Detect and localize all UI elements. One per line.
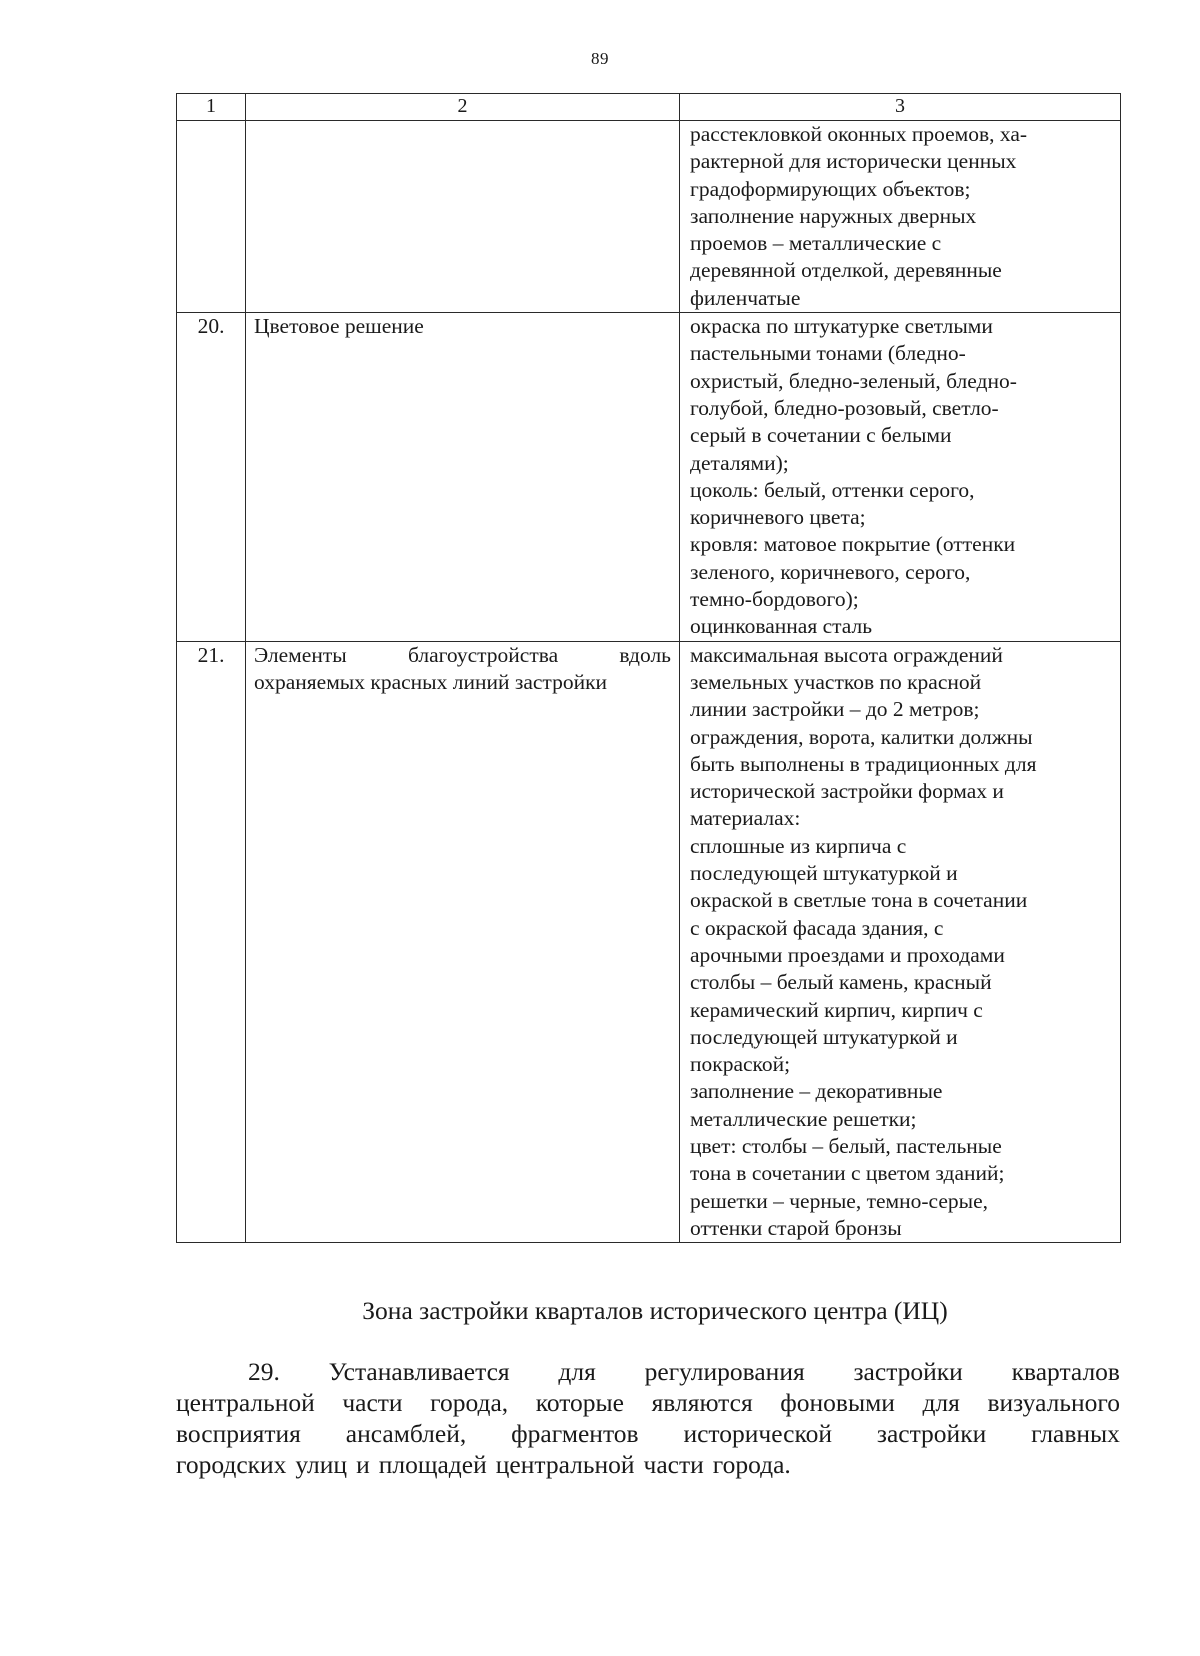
requirement-line: цоколь: белый, оттенки серого, [690,477,975,502]
requirement-line: оттенки старой бронзы [690,1215,902,1240]
paragraph-word: центральной [495,1450,635,1479]
requirement-line: арочными проездами и проходами [690,942,1005,967]
table-row [177,313,1121,642]
paragraph-line [176,1449,1120,1480]
header-col-2: 2 [246,94,680,121]
paragraph-word: главных [1031,1419,1120,1448]
paragraph-word: части [643,1450,704,1479]
requirement-line: охристый, бледно-зеленый, бледно- [690,368,1017,393]
requirement-line: ограждения, ворота, калитки должны [690,724,1033,749]
requirement-line: заполнение – декоративные [690,1079,943,1104]
table-row [177,641,1121,1243]
table-header-row [177,94,1121,121]
requirement-line: окраской в светлые тона в сочетании [690,888,1028,913]
paragraph-word: города. [712,1450,791,1479]
row-number [177,121,246,313]
requirement-line: покраской; [690,1052,791,1077]
paragraph-word: для [922,1388,960,1417]
row-parameter [246,313,680,642]
requirement-line: филенчатые [690,285,801,310]
requirement-line: серый в сочетании с белыми [690,423,952,448]
requirement-line: линии застройки – до 2 метров; [690,697,980,722]
requirement-line: окраска по штукатурке светлыми [690,314,993,339]
requirement-line: тона в сочетании с цветом зданий; [690,1161,1005,1186]
paragraph-line [176,1387,1120,1418]
requirement-line: оцинкованная сталь [690,614,873,639]
row-requirement [680,121,1121,313]
requirement-line: керамический кирпич, кирпич с [690,997,983,1022]
requirement-line: столбы – белый камень, красный [690,970,992,995]
requirement-line: металлические решетки; [690,1106,917,1131]
paragraph-word: восприятия [176,1419,301,1448]
requirement-line: исторической застройки формах и [690,779,1004,804]
paragraph-word: ансамблей, [345,1419,467,1448]
requirement-line: коричневого цвета; [690,505,866,530]
paragraph-line [176,1418,1120,1449]
row-number: 20. [177,313,246,642]
requirement-line: деталями); [690,450,789,475]
paragraph-word: площадей [378,1450,487,1479]
paragraph-word: фоновыми [780,1388,895,1417]
paragraph-29 [176,1356,1120,1480]
parameter-word: Элементы [254,642,347,667]
parameter-line: Цветовое решение [254,314,424,339]
paragraph-line [176,1356,1120,1387]
requirement-line: цвет: столбы – белый, пастельные [690,1133,1002,1158]
parameter-word: благоустройства [407,642,559,667]
requirement-line: максимальная высота ограждений [690,642,1003,667]
paragraph-word: являются [651,1388,753,1417]
requirement-line: материалах: [690,806,801,831]
paragraph-word: части [342,1388,403,1417]
paragraph-word: которые [535,1388,625,1417]
paragraph-word: застройки [876,1419,987,1448]
row-requirement [680,641,1121,1243]
requirement-line: решетки – черные, темно-серые, [690,1188,989,1213]
paragraph-word: кварталов [1011,1357,1120,1386]
paragraph-word: города, [430,1388,509,1417]
header-col-1: 1 [177,94,246,121]
paragraph-word: застройки [853,1357,963,1386]
requirement-line: рактерной для исторически ценных [690,149,1017,174]
paragraph-word: центральной [176,1388,315,1417]
requirement-line: темно-бордового); [690,587,859,612]
requirement-line: голубой, бледно-розовый, светло- [690,395,999,420]
requirement-line: сплошные из кирпича с [690,833,907,858]
parameter-word: вдоль [619,642,671,667]
requirement-line: быть выполнены в традиционных для [690,751,1037,776]
paragraph-word: визуального [987,1388,1120,1417]
paragraph-word: Устанавливается [328,1357,510,1386]
zone-heading: Зона застройки кварталов исторического центра (ИЦ) [362,1296,948,1325]
requirement-line: земельных участков по красной [690,669,982,694]
header-col-3: 3 [680,94,1121,121]
paragraph-word: исторической [683,1419,832,1448]
paragraph-word: для [558,1357,596,1386]
requirement-line: зеленого, коричневого, серого, [690,559,971,584]
requirement-line: деревянной отделкой, деревянные [690,258,1002,283]
row-parameter [246,641,680,1243]
page-number: 89 [591,49,609,68]
row-requirement [680,313,1121,642]
paragraph-word: регулирования [644,1357,805,1386]
requirement-line: проемов – металлические с [690,231,942,256]
paragraph-word: улиц [295,1450,348,1479]
parameter-line [254,642,671,669]
requirement-line: градоформирующих объектов; [690,176,971,201]
requirement-line: пастельными тонами (бледно- [690,341,966,366]
requirement-line: последующей штукатуркой и [690,1024,958,1049]
table-row [177,121,1121,313]
requirement-line: расстекловкой оконных проемов, ха- [690,122,1028,146]
requirement-line: последующей штукатуркой и [690,861,958,886]
requirement-line: заполнение наружных дверных [690,203,977,228]
row-parameter [246,121,680,313]
row-number: 21. [177,641,246,1243]
paragraph-word: городских [176,1450,287,1479]
requirement-line: с окраской фасада здания, с [690,915,944,940]
parameter-line: охраняемых красных линий застройки [254,669,608,694]
paragraph-word: 29. [248,1357,280,1386]
regulations-table [176,93,1121,1243]
paragraph-word: и [356,1450,370,1479]
requirement-line: кровля: матовое покрытие (оттенки [690,532,1016,557]
paragraph-word: фрагментов [511,1419,639,1448]
